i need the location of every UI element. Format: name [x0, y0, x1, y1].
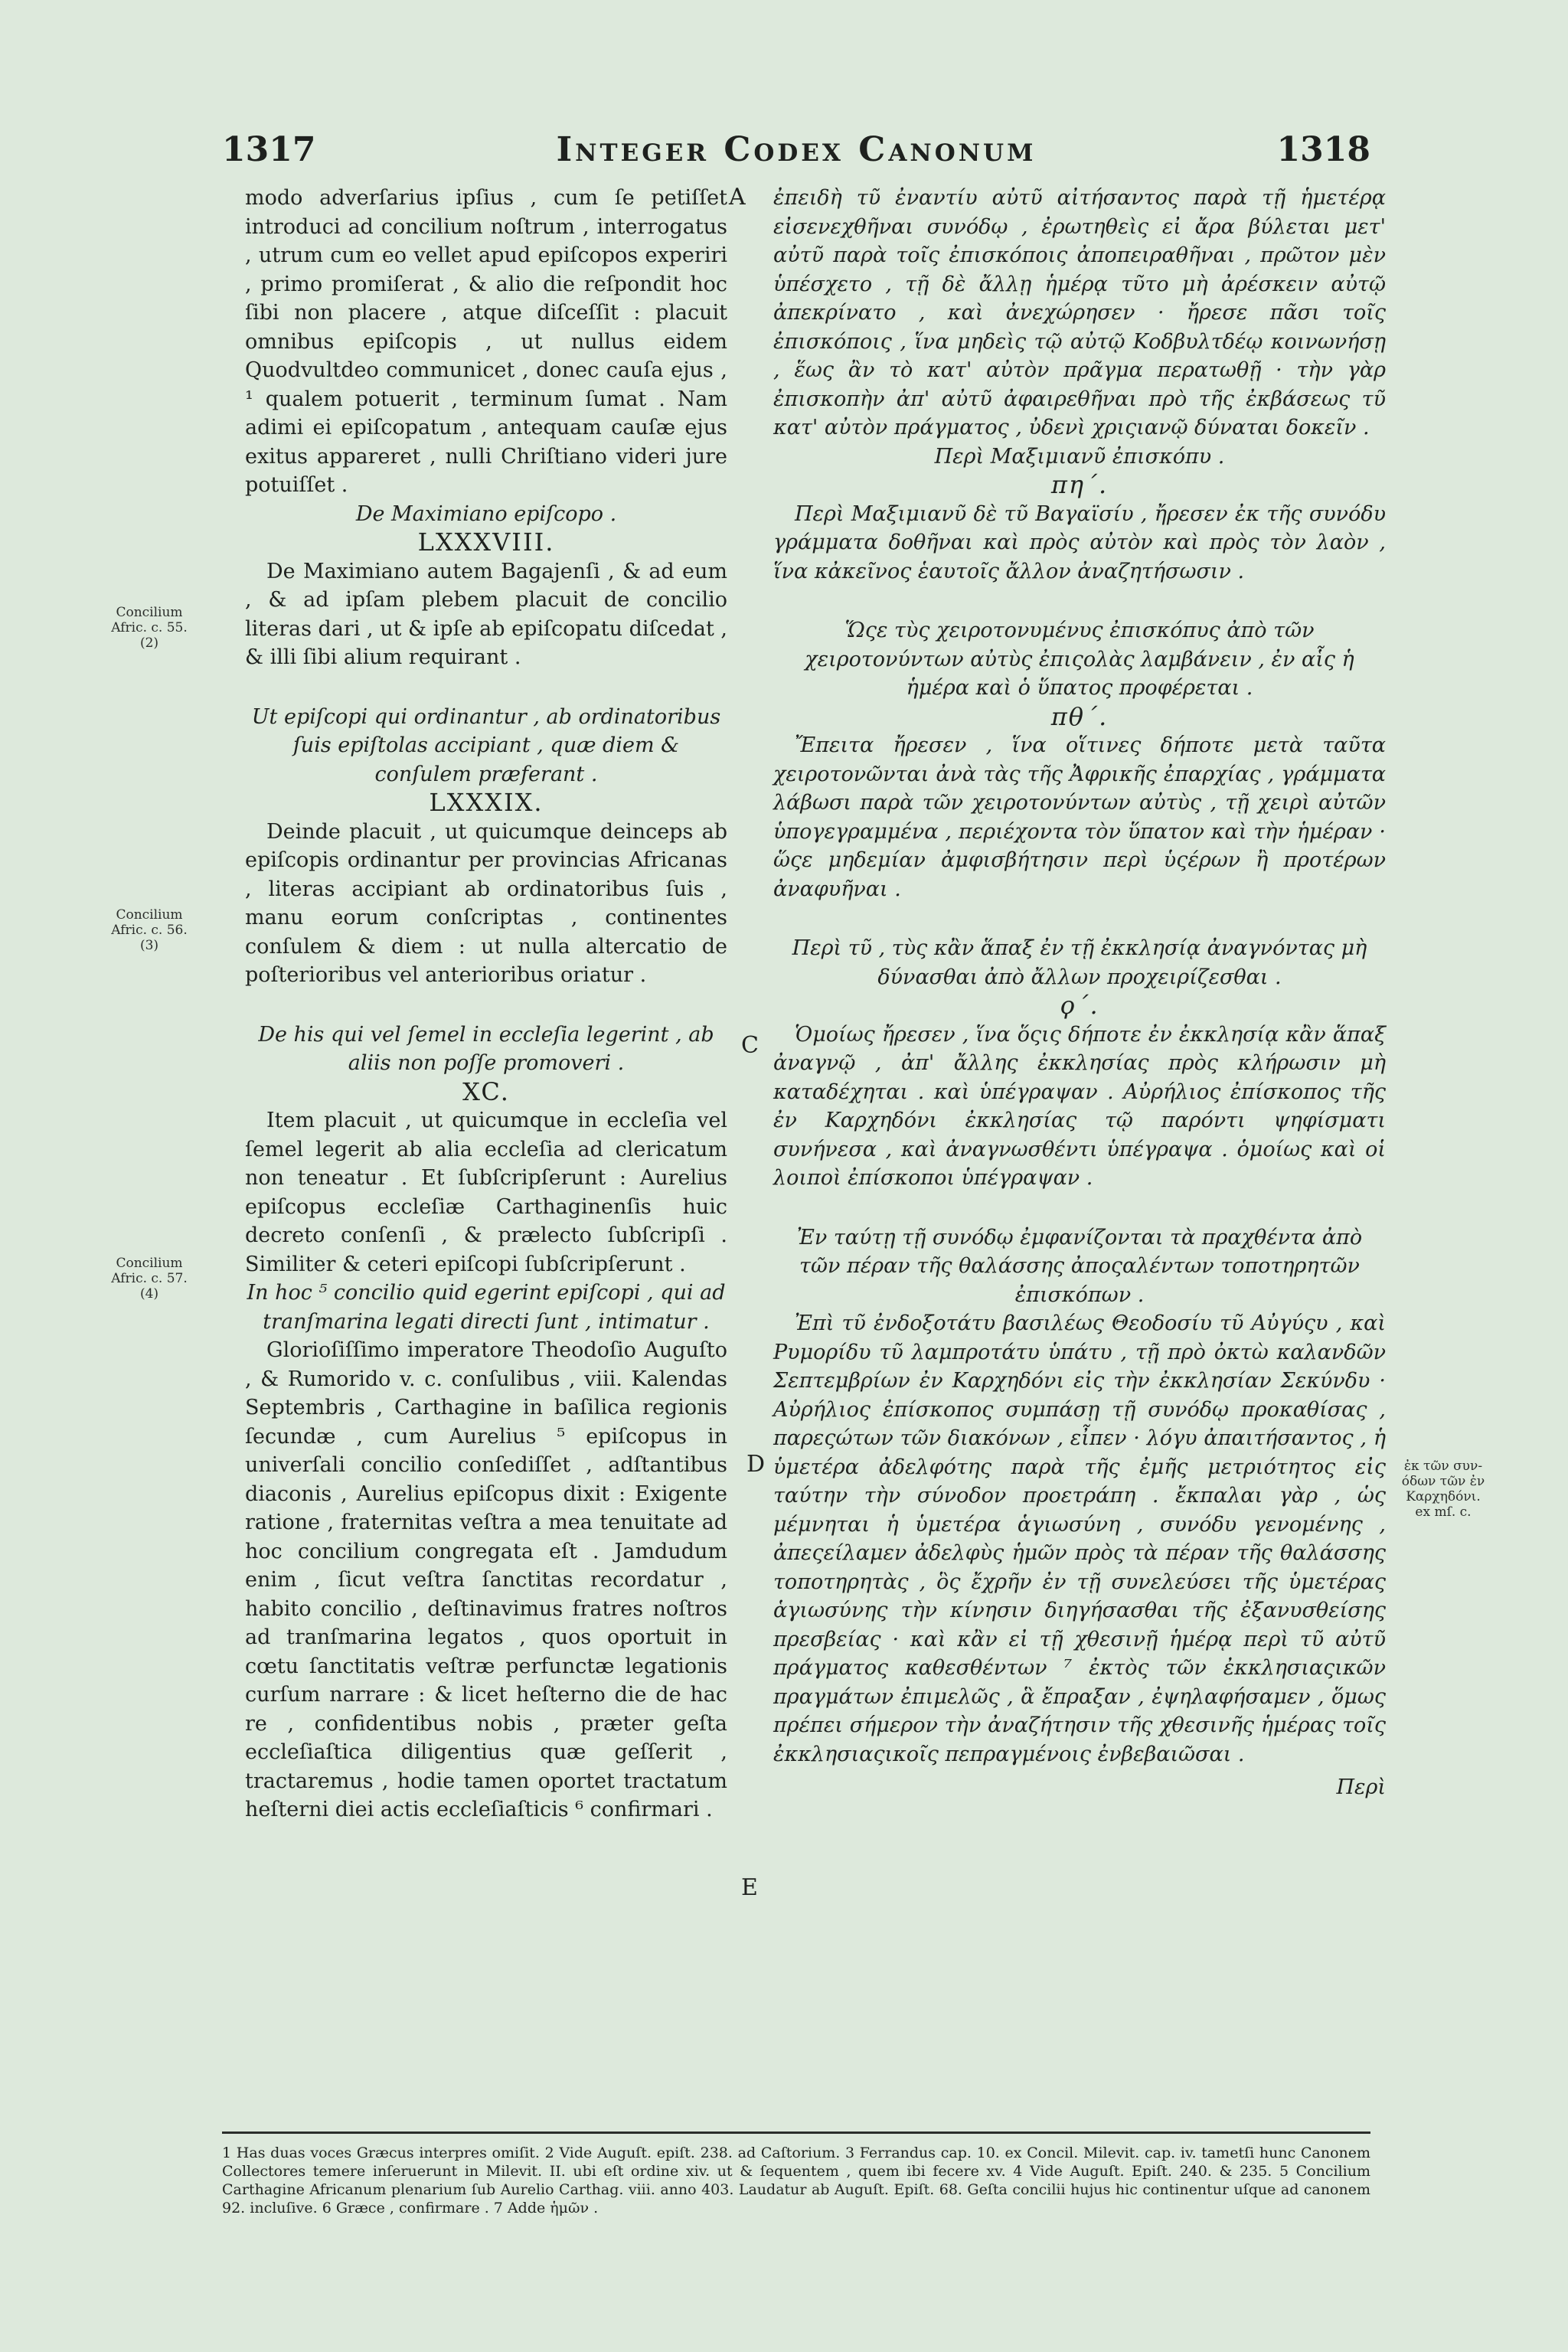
greek-paragraph: Ἐπὶ τῦ ἐνδοξοτάτυ βασιλέως Θεοδοσίυ τῦ Αὐγύςυ , καὶ Ρυμορίδυ τῦ λαμπροτάτυ ὑπάτυ , τῇ πρὸ ὀκτὼ καλανδῶν Σεπτεμβρίων ἐν Καρχηδόνι εἰς τὴν ἐκκλησίαν Σεκύνδυ · Αὐρήλιος ἐπίσκοπος συμπάσῃ τῇ συνόδῳ προκαθίσας , παρεςώτων τῶν διακόνων , εἶπεν · λόγυ ἀπαιτήσαντος , ἡ ὑμετέρα ἀδελφότης παρὰ τῆς ἐμῆς μετριότητος εἰς ταύτην τὴν σύνοδον προετράπη . ἔκπαλαι γὰρ , ὡς μέμνηται ἡ ὑμετέρα ἁγιωσύνη , συνόδυ γενομένης , ἀπεςείλαμεν ἀδελφὺς ἡμῶν πρὸς τὰ πέραν τῆς θαλάσσης τοποτηρητὰς , ὃς ἔχρῆν ἐν τῇ συνελεύσει τῆς ὑμετέρας ἁγιωσύνης τὴν κίνησιν διηγήσασθαι τῆς ἐξανυσθείσης πρεσβείας · καὶ κἂν εἰ τῇ χθεσινῇ ἡμέρᾳ περὶ τῦ αὐτῦ πράγματος καθεσθέντων ⁷ ἐκτὸς τῶν ἐκκλησιαςικῶν πραγμάτων ἐπιμελῶς , ἃ ἔπραξαν , ἐψηλαφήσαμεν , ὅμως πρέπει σήμερον τὴν ἀναζήτησιν τῆς χθεσινῆς ἡμέρας τοῖς ἐκκλησιαςικοῖς πεπραγμένοις ἐνβεβαιῶσαι . — [773, 1312, 1386, 1766]
marker-letter-d: D — [746, 1451, 766, 1478]
footnote-text: 1 Has duas voces Græcus interpres omiſit. 2 Vide Auguſt. epiſt. 238. ad Caſtorium. 3 Ferrandus cap. 10. ex Concil. Milevit. cap. iv. tametſi hunc Canonem Collectores temere inſeruerunt in Milevit. II. ubi eſt ordine xiv. ut & ſequentem , quem ibi fecere xv. 4 Vide Auguſt. Epiſt. 240. & 235. 5 Concilium Carthagine Africanum plenarium ſub Aurelio Carthag. viii. anno 403. Laudatur ab Auguſt. Epiſt. 68. Geſta concilii hujus hic continentur uſque ad canonem 92. incluſive. 6 Græce , confirmare . 7 Adde ἡμῶν . — [222, 2145, 1370, 2216]
margin-note-line: ἐκ τῶν συν- — [1403, 1459, 1483, 1474]
margin-note-line: Afric. c. 55. — [111, 620, 188, 635]
greek-paragraph: Ἔπειτα ἤρεσεν , ἵνα οἵτινες δήποτε μετὰ ταῦτα χειροτονῶνται ἀνὰ τὰς τῆς Ἀφρικῆς ἐπαρχίας , γράμματα λάβωσι παρὰ τῶν χειροτονύντων αὐτὺς , τῇ χειρὶ αὐτῶν ὑπογεγραμμένα , περιέχοντα τὸν ὕπατον καὶ τὴν ἡμέραν · ὥςε μηδεμίαν ἀμφισβήτησιν περὶ ὑςέρων ἢ προτέρων ἀναφυῆναι . — [773, 733, 1386, 901]
marker-letter-a: A — [729, 184, 746, 211]
margin-note-line: (3) — [139, 938, 159, 953]
canon-heading: In hoc ⁵ concilio quid egerint epiſcopi , qui ad tranſmarina legati directi ſunt , intimatur . — [247, 1281, 726, 1334]
greek-paragraph: Περὶ Μαξιμιανῦ δὲ τῦ Βαγαϊσίυ , ἤρεσεν ἐκ τῆς συνόδυ γράμματα δοθῆναι καὶ πρὸς αὐτὸν καὶ πρὸς τὸν λαὸν , ἵνα κἀκεῖνος ἑαυτοῖς ἄλλον ἀναζητήσωσιν . — [773, 501, 1386, 583]
margin-note-line: (4) — [139, 1286, 159, 1302]
latin-column — [245, 184, 727, 1824]
margin-note-line: Afric. c. 56. — [111, 923, 188, 938]
marker-letter-e: E — [741, 1874, 758, 1901]
margin-note-line: Καρχηδόνι. — [1406, 1489, 1481, 1504]
catchword: Περὶ — [1336, 1775, 1386, 1799]
canon-number: πθ΄. — [1050, 701, 1109, 731]
margin-note-line: ex mſ. c. — [1415, 1504, 1472, 1520]
canon-number: LXXXVIII. — [417, 528, 555, 557]
greek-paragraph: Ὁμοίως ἤρεσεν , ἵνα ὅςις δήποτε ἐν ἐκκλησίᾳ κἂν ἅπαξ ἀναγνῷ , ἀπ' ἄλλης ἐκκλησίας πρὸς κλήρωσιν μὴ καταδέχηται . καὶ ὑπέγραψαν . Αὐρήλιος ἐπίσκοπος τῆς ἐν Καρχηδόνι ἐκκλησίας τῷ παρόντι ψηφίσματι συνήνεσα , καὶ ἀναγνωσθέντι ὑπέγραψα . ὁμοίως καὶ οἱ λοιποὶ ἐπίσκοποι ὑπέγραψαν . — [773, 1022, 1386, 1190]
margin-note-line: Concilium — [116, 907, 183, 923]
latin-paragraph: Glorioſiſſimo imperatore Theodoſio Auguſto , & Rumorido v. c. conſulibus , viii. Kalendas Septembris , Carthagine in baſilica regionis ſecundæ , cum Aurelius ⁵ epiſcopus in univerſali concilio conſediſſet , adſtantibus diaconis , Aurelius epiſcopus dixit : Exigente ratione , fraternitas veſtra a mea tenuitate ad hoc concilium congregata eſt . Jamdudum enim , ſicut veſtra ſanctitas recordatur , habito concilio , deſtinavimus fratres noſtros ad tranſmarina legatos , quos oportuit in cœtu ſanctitatis veſtræ perfunctæ legationis curſum narrare : & licet heſterno die de hac re , confidentibus nobis , præter geſta eccleſiaſtica diligentius quæ geſſerit , tractaremus , hodie tamen oportet tractatum heſterni diei actis eccleſiaſticis ⁶ confirmari . — [245, 1338, 727, 1821]
canon-heading: Ut epiſcopi qui ordinantur , ab ordinatoribus ſuis epiſtolas accipiant , quæ diem & conſulem præferant . — [251, 704, 721, 786]
greek-paragraph: ἐπειδὴ τῦ ἐναντίυ αὐτῦ αἰτήσαντος παρὰ τῇ ἡμετέρᾳ εἰσενεχθῆναι συνόδῳ , ἐρωτηθεὶς εἰ ἄρα βύλεται μετ' αὐτῦ παρὰ τοῖς ἐπισκόποις ἀποπειραθῆναι , πρῶτον μὲν ὑπέσχετο , τῇ δὲ ἄλλῃ ἡμέρᾳ τῦτο μὴ ἀρέσκειν αὐτῷ ἀπεκρίνατο , καὶ ἀνεχώρησεν · ἤρεσε πᾶσι τοῖς ἐπισκόποις , ἵνα μηδεὶς τῷ αὐτῷ Κοδβυλτδέῳ κοινωνήσῃ , ἕως ἂν τὸ κατ' αὐτὸν πρᾶγμα περατωθῇ · τὴν γὰρ ἐπισκοπὴν ἀπ' αὐτῦ ἀφαιρεθῆναι πρὸ τῆς ἐκβάσεως τῦ κατ' αὐτὸν πράγματος , ὐδενὶ χριςιανῷ δύναται δοκεῖν . — [773, 186, 1386, 439]
page-number-right: 1318 — [1276, 130, 1370, 169]
canon-heading: Περὶ τῦ , τὺς κἂν ἅπαξ ἐν τῇ ἐκκλησίᾳ ἀναγνόντας μὴ δύνασθαι ἀπὸ ἄλλων προχειρίζεσθαι . — [792, 936, 1367, 989]
greek-column — [773, 184, 1386, 1802]
latin-paragraph: modo adverſarius ipſius , cum ſe petiſſet introduci ad concilium noſtrum , interrogatus , utrum cum eo vellet apud epiſcopos experiri , primo promiſerat , & alio die reſpondit hoc ſibi non placere , atque diſceſſit : placuit omnibus epiſcopis , ut nullus eidem Quodvultdeo communicet , donec cauſa ejus , ¹ qualem potuerit , terminum ſumat . Nam adimi ei epiſcopatum , antequam cauſæ ejus exitus appareret , nulli Chriſtiano videri jure potuiſſet . — [245, 186, 727, 497]
margin-note-right — [1401, 1459, 1485, 1520]
canon-number: LXXXIX. — [429, 788, 544, 817]
margin-note-88 — [107, 605, 191, 651]
footnotes — [222, 2144, 1370, 2217]
running-header — [222, 130, 1370, 176]
canon-number: ϙ΄. — [1060, 991, 1099, 1020]
page-number-left: 1317 — [222, 130, 316, 169]
running-title: Integer Codex Canonum — [556, 130, 1037, 169]
latin-paragraph: Item placuit , ut quicumque in eccleſia vel ſemel legerit ab alia eccleſia ad clericatum non teneatur . Et ſubſcripſerunt : Aurelius epiſcopus eccleſiæ Carthaginenſis huic decreto conſenſi , & prælecto ſubſcripſi . Similiter & ceteri epiſcopi ſubſcripſerunt . — [245, 1109, 727, 1276]
canon-heading: De Maximiano epiſcopo . — [355, 501, 617, 526]
margin-note-line: Afric. c. 57. — [111, 1271, 188, 1286]
margin-note-89 — [107, 907, 191, 953]
margin-note-line: όδων τῶν ἐν — [1401, 1474, 1485, 1489]
canon-number: XC. — [462, 1076, 510, 1106]
latin-paragraph: Deinde placuit , ut quicumque deinceps ab epiſcopis ordinantur per provincias Africanas , literas accipiant ab ordinatoribus ſuis , manu eorum conſcriptas , continentes conſulem & diem : ut nulla altercatio de poſterioribus vel anterioribus oriatur . — [245, 819, 727, 987]
canon-heading: Περὶ Μαξιμιανῦ ἐπισκόπυ . — [934, 444, 1225, 469]
canon-heading: Ὥςε τὺς χειροτονυμένυς ἐπισκόπυς ἀπὸ τῶν χειροτονύντων αὐτὺς ἐπιςολὰς λαμβάνειν , ἐν αἷς ἡ ἡμέρα καὶ ὁ ὕπατος προφέρεται . — [805, 619, 1354, 700]
margin-note-line: Concilium — [116, 605, 183, 620]
marker-letter-c: C — [741, 1032, 759, 1059]
latin-paragraph: De Maximiano autem Bagajenſi , & ad eum , & ad ipſam plebem placuit de concilio literas dari , ut & ipſe ab epiſcopatu diſcedat , & illi ſibi alium requirant . — [245, 559, 727, 669]
margin-note-line: Concilium — [116, 1256, 183, 1271]
canon-heading: Ἐν ταύτῃ τῇ συνόδῳ ἐμφανίζονται τὰ πραχθέντα ἀπὸ τῶν πέραν τῆς θαλάσσης ἀποςαλέντων τοποτηρητῶν ἐπισκόπων . — [796, 1225, 1363, 1307]
canon-heading: De his qui vel ſemel in eccleſia legerint , ab aliis non poſſe promoveri . — [258, 1022, 714, 1075]
margin-note-line: (2) — [139, 635, 159, 651]
footnote-rule — [222, 2132, 1370, 2134]
margin-note-90 — [107, 1256, 191, 1302]
canon-number: πη΄. — [1050, 470, 1109, 499]
